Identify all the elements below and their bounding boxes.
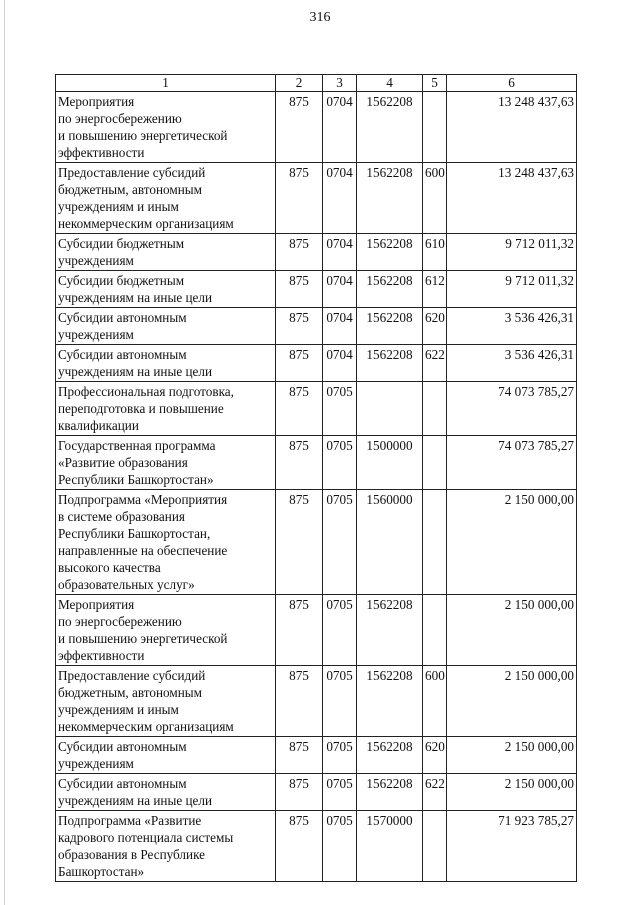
- header-col-4: 4: [357, 75, 423, 92]
- row-col5: 622: [423, 774, 447, 811]
- row-col4: 1562208: [357, 92, 423, 163]
- row-amount: 71 923 785,27: [447, 811, 577, 882]
- row-col5: [423, 490, 447, 595]
- table-row: [56, 92, 577, 163]
- header-col-1: 1: [56, 75, 276, 92]
- row-col2: 875: [276, 737, 323, 774]
- row-col4: 1562208: [357, 774, 423, 811]
- row-col4: 1562208: [357, 345, 423, 382]
- row-name: Мероприятия по энергосбережению и повышению энергетической эффективности: [56, 92, 276, 163]
- row-col3: 0705: [323, 774, 357, 811]
- row-col2: 875: [276, 774, 323, 811]
- table-row: [56, 490, 577, 595]
- table-row: [56, 666, 577, 737]
- row-name: Подпрограмма «Мероприятия в системе образования Республики Башкортостан, направленные на обеспечение высокого качества образовательных услуг»: [56, 490, 276, 595]
- row-col2: 875: [276, 345, 323, 382]
- row-amount: 13 248 437,63: [447, 92, 577, 163]
- row-col4: 1500000: [357, 436, 423, 490]
- row-col2: 875: [276, 436, 323, 490]
- row-col3: 0705: [323, 436, 357, 490]
- row-name: Предоставление субсидий бюджетным, автономным учреждениям и иным некоммерческим организациям: [56, 163, 276, 234]
- row-col5: [423, 436, 447, 490]
- row-name: Подпрограмма «Развитие кадрового потенциала системы образования в Республике Башкортостан»: [56, 811, 276, 882]
- row-col2: 875: [276, 666, 323, 737]
- row-amount: 3 536 426,31: [447, 345, 577, 382]
- row-col5: [423, 92, 447, 163]
- row-col2: 875: [276, 811, 323, 882]
- table-body: [56, 92, 577, 882]
- table-row: [56, 163, 577, 234]
- row-amount: 2 150 000,00: [447, 595, 577, 666]
- row-name: Мероприятия по энергосбережению и повышению энергетической эффективности: [56, 595, 276, 666]
- row-col3: 0704: [323, 163, 357, 234]
- row-col4: 1562208: [357, 163, 423, 234]
- row-col2: 875: [276, 163, 323, 234]
- table-row: [56, 345, 577, 382]
- row-col2: 875: [276, 234, 323, 271]
- table-row: [56, 234, 577, 271]
- row-col4: 1562208: [357, 308, 423, 345]
- row-col3: 0705: [323, 737, 357, 774]
- header-col-2: 2: [276, 75, 323, 92]
- row-col4: 1562208: [357, 666, 423, 737]
- row-col5: 622: [423, 345, 447, 382]
- row-col3: 0704: [323, 92, 357, 163]
- row-col2: 875: [276, 595, 323, 666]
- row-col4: 1562208: [357, 737, 423, 774]
- row-col4: 1562208: [357, 271, 423, 308]
- row-amount: 74 073 785,27: [447, 436, 577, 490]
- row-col4: 1562208: [357, 234, 423, 271]
- row-name: Профессиональная подготовка, переподготовка и повышение квалификации: [56, 382, 276, 436]
- table-row: [56, 811, 577, 882]
- row-col4: 1560000: [357, 490, 423, 595]
- row-col4: 1562208: [357, 595, 423, 666]
- row-col4: 1570000: [357, 811, 423, 882]
- page-number: 316: [309, 10, 331, 25]
- row-amount: 2 150 000,00: [447, 774, 577, 811]
- table-row: [56, 737, 577, 774]
- row-name: Государственная программа «Развитие образования Республики Башкортостан»: [56, 436, 276, 490]
- table-row: [56, 308, 577, 345]
- row-col3: 0704: [323, 234, 357, 271]
- header-col-6: 6: [447, 75, 577, 92]
- budget-table: [55, 74, 577, 882]
- scan-margin-line: [4, 0, 5, 905]
- row-name: Предоставление субсидий бюджетным, автономным учреждениям и иным некоммерческим организациям: [56, 666, 276, 737]
- header-col-3: 3: [323, 75, 357, 92]
- row-col3: 0705: [323, 595, 357, 666]
- row-col5: 600: [423, 666, 447, 737]
- row-amount: 2 150 000,00: [447, 490, 577, 595]
- row-col3: 0705: [323, 382, 357, 436]
- table-header: [56, 75, 577, 92]
- row-col3: 0704: [323, 271, 357, 308]
- row-col5: 620: [423, 737, 447, 774]
- row-col5: 610: [423, 234, 447, 271]
- row-col5: [423, 811, 447, 882]
- row-col2: 875: [276, 382, 323, 436]
- table-row: [56, 595, 577, 666]
- header-row: [56, 75, 577, 92]
- row-col2: 875: [276, 490, 323, 595]
- row-col3: 0705: [323, 666, 357, 737]
- row-name: Субсидии автономным учреждениям: [56, 308, 276, 345]
- row-col3: 0704: [323, 345, 357, 382]
- row-col4: [357, 382, 423, 436]
- table-row: [56, 382, 577, 436]
- row-col3: 0705: [323, 811, 357, 882]
- row-amount: 74 073 785,27: [447, 382, 577, 436]
- row-name: Субсидии автономным учреждениям: [56, 737, 276, 774]
- table-row: [56, 271, 577, 308]
- row-col5: [423, 382, 447, 436]
- row-col5: 612: [423, 271, 447, 308]
- row-name: Субсидии бюджетным учреждениям на иные цели: [56, 271, 276, 308]
- row-col2: 875: [276, 271, 323, 308]
- header-col-5: 5: [423, 75, 447, 92]
- table-row: [56, 436, 577, 490]
- row-col5: [423, 595, 447, 666]
- row-col2: 875: [276, 92, 323, 163]
- row-amount: 3 536 426,31: [447, 308, 577, 345]
- row-name: Субсидии бюджетным учреждениям: [56, 234, 276, 271]
- row-amount: 2 150 000,00: [447, 666, 577, 737]
- row-amount: 13 248 437,63: [447, 163, 577, 234]
- row-col5: 600: [423, 163, 447, 234]
- row-col3: 0704: [323, 308, 357, 345]
- row-name: Субсидии автономным учреждениям на иные цели: [56, 345, 276, 382]
- row-col3: 0705: [323, 490, 357, 595]
- row-col5: 620: [423, 308, 447, 345]
- row-amount: 9 712 011,32: [447, 234, 577, 271]
- row-col2: 875: [276, 308, 323, 345]
- table-row: [56, 774, 577, 811]
- row-amount: 2 150 000,00: [447, 737, 577, 774]
- row-name: Субсидии автономным учреждениям на иные цели: [56, 774, 276, 811]
- row-amount: 9 712 011,32: [447, 271, 577, 308]
